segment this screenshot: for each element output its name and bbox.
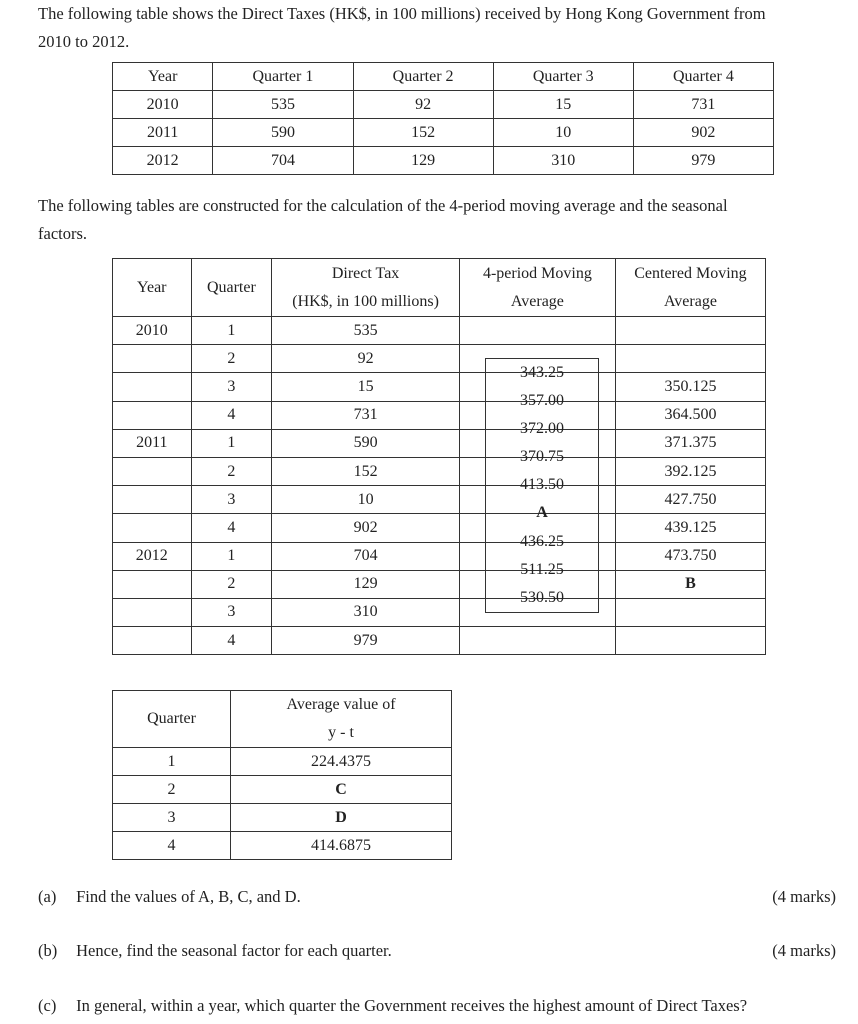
direct-tax-cell: 704 xyxy=(272,542,460,570)
table-row xyxy=(113,832,452,860)
centered-moving-average-cell xyxy=(615,627,765,655)
question-c xyxy=(38,994,836,1018)
year-cell: 2010 xyxy=(113,317,192,345)
table-cell: 4 xyxy=(113,832,231,860)
quarter-cell: 1 xyxy=(191,317,272,345)
question-a xyxy=(38,885,836,909)
centered-moving-average-cell: 371.375 xyxy=(615,429,765,457)
header-cell: Quarter 1 xyxy=(213,63,353,91)
table-row xyxy=(113,570,766,598)
quarter-cell: 4 xyxy=(191,401,272,429)
question-text: In general, within a year, which quarter the Government receives the highest amount of Direct Taxes? xyxy=(76,996,748,1015)
table-row xyxy=(113,627,766,655)
table-cell: 902 xyxy=(633,119,773,147)
table-cell: 2 xyxy=(113,776,231,804)
quarter-cell: 1 xyxy=(191,429,272,457)
moving-average-value: 343.25 xyxy=(520,364,564,381)
header-ma-line2: Average xyxy=(510,292,564,310)
year-cell: 2011 xyxy=(113,429,192,457)
header-direct-tax xyxy=(272,259,460,317)
intro-line-2: 2010 to 2012. xyxy=(38,32,130,51)
moving-average-column xyxy=(485,358,599,613)
table-row xyxy=(113,776,452,804)
table-cell: 414.6875 xyxy=(231,832,452,860)
table-cell: 2010 xyxy=(113,91,213,119)
table-row xyxy=(113,457,766,485)
question-label: (a) xyxy=(38,887,57,906)
average-value-table xyxy=(112,690,452,860)
centered-moving-average-cell: 364.500 xyxy=(615,401,765,429)
para2-line-1: The following tables are constructed for the calculation of the 4-period moving average and the seasonal xyxy=(38,196,728,215)
quarter-cell: 4 xyxy=(191,627,272,655)
centered-moving-average-cell: 427.750 xyxy=(615,486,765,514)
centered-moving-average-cell: 439.125 xyxy=(615,514,765,542)
table-cell: 129 xyxy=(353,147,493,175)
year-cell xyxy=(113,401,192,429)
centered-moving-average-cell: 473.750 xyxy=(615,542,765,570)
table-row xyxy=(113,147,774,175)
table-cell: C xyxy=(231,776,452,804)
direct-tax-cell: 535 xyxy=(272,317,460,345)
centered-moving-average-cell xyxy=(615,345,765,373)
table-cell: 310 xyxy=(493,147,633,175)
year-cell xyxy=(113,627,192,655)
year-cell xyxy=(113,373,192,401)
header-direct-tax-line2: (HK$, in 100 millions) xyxy=(292,292,439,310)
year-cell xyxy=(113,345,192,373)
moving-average-value: 436.25 xyxy=(520,532,564,550)
table-row xyxy=(113,119,774,147)
table-header-row xyxy=(113,691,452,748)
question-marks: (4 marks) xyxy=(772,941,836,960)
moving-average-value: A xyxy=(536,504,548,522)
header-cell: Quarter 2 xyxy=(353,63,493,91)
table-header-row xyxy=(113,63,774,91)
question-text: Hence, find the seasonal factor for each quarter. xyxy=(76,941,392,960)
table-cell: 2012 xyxy=(113,147,213,175)
header-avg-line2: y - t xyxy=(328,724,354,741)
table-row xyxy=(113,748,452,776)
table-cell: 590 xyxy=(213,119,353,147)
table-cell: 979 xyxy=(633,147,773,175)
moving-average-cell xyxy=(459,627,615,655)
table-cell: 731 xyxy=(633,91,773,119)
year-cell xyxy=(113,486,192,514)
table-row xyxy=(113,542,766,570)
moving-average-value: 357.00 xyxy=(520,392,564,410)
header-quarter: Quarter xyxy=(191,259,272,317)
question-b xyxy=(38,939,836,963)
table-cell: 535 xyxy=(213,91,353,119)
year-cell: 2012 xyxy=(113,542,192,570)
table-header-row xyxy=(113,259,766,317)
table-cell: 15 xyxy=(493,91,633,119)
year-cell xyxy=(113,514,192,542)
table-row xyxy=(113,317,766,345)
quarter-cell: 3 xyxy=(191,373,272,401)
header-year: Year xyxy=(113,259,192,317)
table-cell: 1 xyxy=(113,748,231,776)
header-cma-line1: Centered Moving xyxy=(634,264,747,282)
quarter-cell: 3 xyxy=(191,598,272,626)
year-cell xyxy=(113,457,192,485)
moving-average-value: 511.25 xyxy=(520,560,564,578)
direct-tax-table xyxy=(112,62,774,175)
table-cell: 152 xyxy=(353,119,493,147)
question-marks: (4 marks) xyxy=(772,887,836,906)
header-moving-average xyxy=(459,259,615,317)
table-row xyxy=(113,373,766,401)
centered-moving-average-cell xyxy=(615,317,765,345)
moving-average-value: 370.75 xyxy=(520,448,564,466)
table-row xyxy=(113,804,452,832)
centered-moving-average-cell xyxy=(615,598,765,626)
question-label: (c) xyxy=(38,996,57,1015)
moving-average-paragraph xyxy=(38,192,836,248)
centered-moving-average-cell: B xyxy=(615,570,765,598)
direct-tax-cell: 10 xyxy=(272,486,460,514)
question-text: Find the values of A, B, C, and D. xyxy=(76,887,301,906)
header-cma-line2: Average xyxy=(663,292,717,310)
header-cell: Year xyxy=(113,63,213,91)
quarter-cell: 2 xyxy=(191,457,272,485)
quarter-cell: 3 xyxy=(191,486,272,514)
table-cell: 3 xyxy=(113,804,231,832)
direct-tax-cell: 590 xyxy=(272,429,460,457)
header-direct-tax-line1: Direct Tax xyxy=(331,264,400,282)
intro-line-1: The following table shows the Direct Taxes (HK$, in 100 millions) received by Hong Kong Government from xyxy=(38,4,766,23)
table-row xyxy=(113,598,766,626)
table-cell: D xyxy=(231,804,452,832)
table-cell: 10 xyxy=(493,119,633,147)
header-cell: Quarter 3 xyxy=(493,63,633,91)
centered-moving-average-cell: 350.125 xyxy=(615,373,765,401)
table-row xyxy=(113,345,766,373)
quarter-cell: 2 xyxy=(191,345,272,373)
direct-tax-cell: 902 xyxy=(272,514,460,542)
table-row xyxy=(113,429,766,457)
moving-average-cell xyxy=(459,317,615,345)
intro-paragraph xyxy=(38,0,836,56)
header-avg-line1: Average value of xyxy=(286,696,396,713)
table-row xyxy=(113,486,766,514)
moving-average-value: 530.50 xyxy=(520,588,564,606)
moving-average-value: 413.50 xyxy=(520,476,564,494)
header-average-value xyxy=(231,691,452,748)
table-row xyxy=(113,514,766,542)
quarter-cell: 4 xyxy=(191,514,272,542)
moving-average-value: 372.00 xyxy=(520,420,564,438)
quarter-cell: 1 xyxy=(191,542,272,570)
moving-average-table xyxy=(112,258,766,655)
direct-tax-cell: 979 xyxy=(272,627,460,655)
direct-tax-cell: 92 xyxy=(272,345,460,373)
direct-tax-cell: 310 xyxy=(272,598,460,626)
direct-tax-cell: 152 xyxy=(272,457,460,485)
table-row xyxy=(113,91,774,119)
direct-tax-cell: 731 xyxy=(272,401,460,429)
table-cell: 224.4375 xyxy=(231,748,452,776)
question-label: (b) xyxy=(38,941,58,960)
year-cell xyxy=(113,598,192,626)
year-cell xyxy=(113,570,192,598)
quarter-cell: 2 xyxy=(191,570,272,598)
table-cell: 2011 xyxy=(113,119,213,147)
direct-tax-cell: 129 xyxy=(272,570,460,598)
header-ma-line1: 4-period Moving xyxy=(482,264,592,282)
header-quarter: Quarter xyxy=(113,691,231,748)
para2-line-2: factors. xyxy=(38,224,88,243)
table-row xyxy=(113,401,766,429)
header-centered-moving-average xyxy=(615,259,765,317)
table-cell: 92 xyxy=(353,91,493,119)
centered-moving-average-cell: 392.125 xyxy=(615,457,765,485)
direct-tax-cell: 15 xyxy=(272,373,460,401)
table-cell: 704 xyxy=(213,147,353,175)
header-cell: Quarter 4 xyxy=(633,63,773,91)
